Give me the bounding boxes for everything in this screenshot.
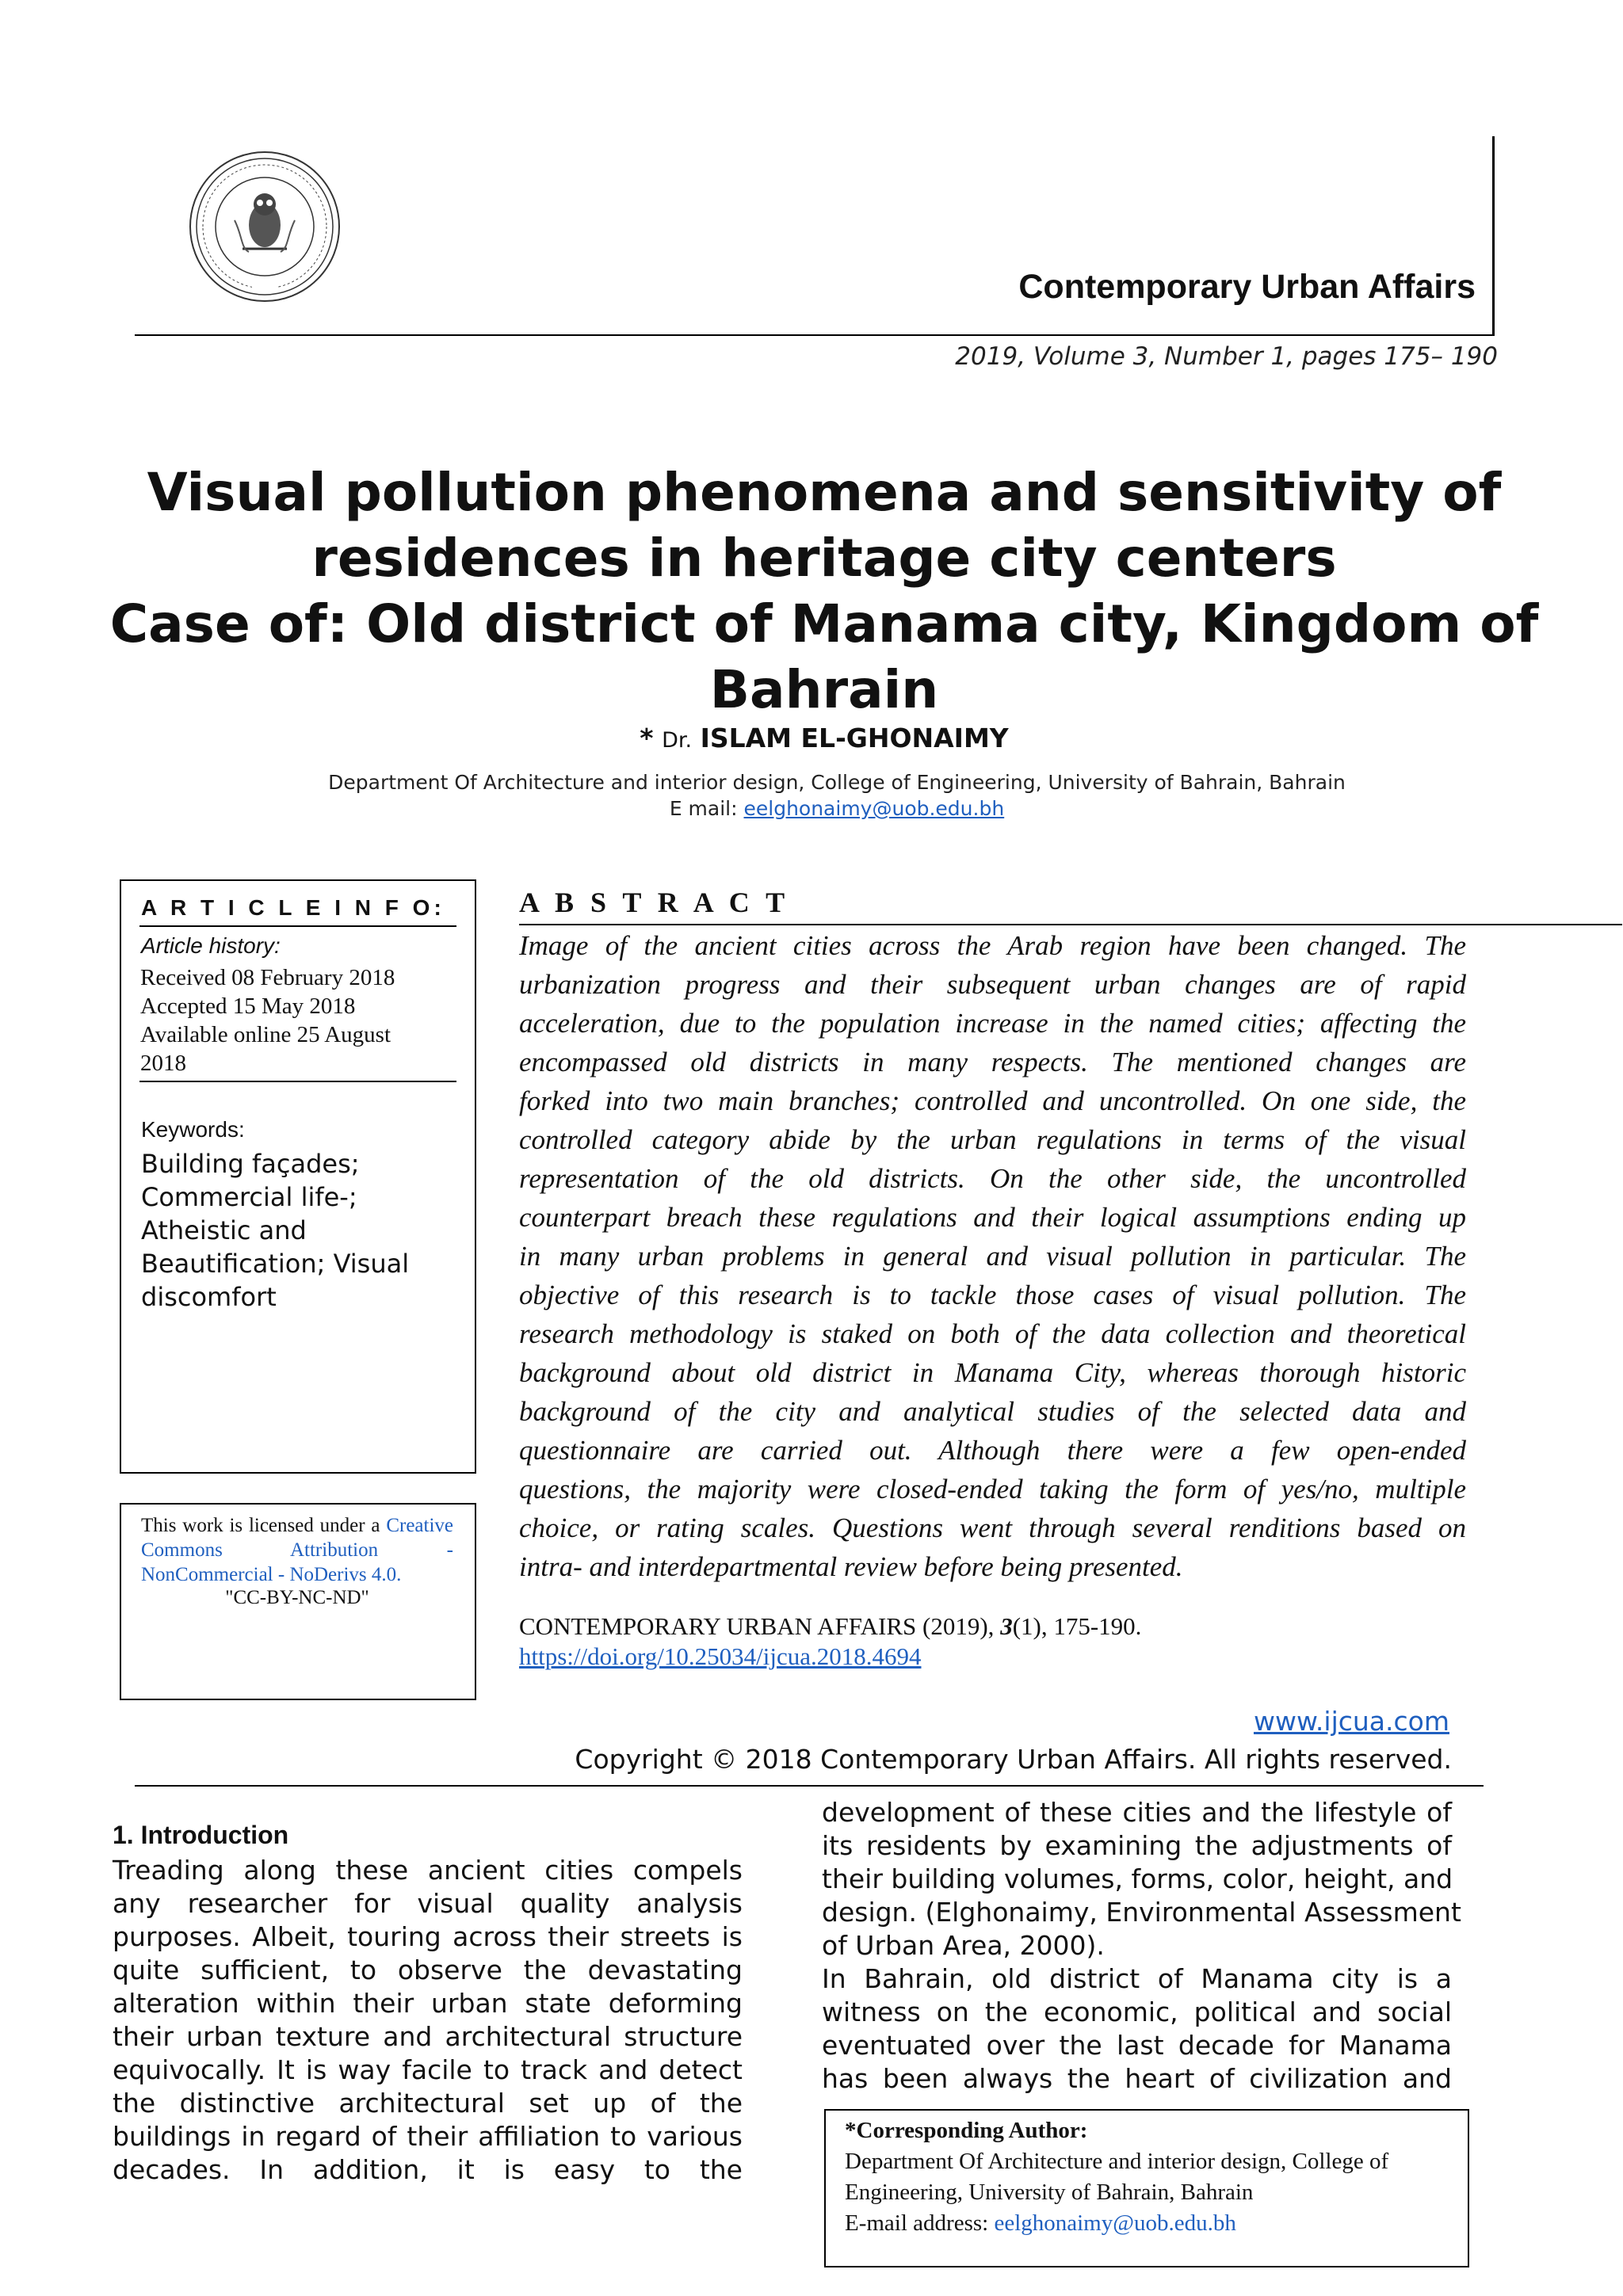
intro-line: the distinctive architectural set up of the — [113, 2088, 743, 2119]
abstract-line: acceleration, due to the population increase in the named cities; affecting the — [519, 1008, 1466, 1039]
intro-line: their building volumes, forms, color, height, and — [822, 1863, 1453, 1894]
abstract-line: background about old district in Manama City, whereas thorough historic — [519, 1357, 1466, 1388]
intro-line: design. (Elghonaimy, Environmental Assessment — [822, 1897, 1461, 1928]
corresponding-line: Engineering, University of Bahrain, Bahrain — [845, 2180, 1254, 2205]
intro-line: purposes. Albeit, touring across their streets is — [113, 1921, 743, 1952]
corresponding-author-title: *Corresponding Author: — [845, 2118, 1088, 2143]
abstract-line: questions, the majority were closed-ended taking the form of yes/no, multiple — [519, 1474, 1466, 1505]
author-line — [0, 723, 1623, 753]
header-rule — [135, 334, 1495, 336]
divider — [139, 1081, 456, 1082]
intro-line: In Bahrain, old district of Manama city is a — [822, 1963, 1452, 1994]
abstract-heading: A B S T R A C T — [519, 887, 790, 918]
divider — [139, 925, 456, 927]
intro-line: decades. In addition, it is easy to the — [113, 2154, 743, 2185]
article-info-heading: A R T I C L E I N F O: — [141, 895, 445, 920]
abstract-line: questionnaire are carried out. Although there were a few open-ended — [519, 1435, 1466, 1466]
keyword-line: Beautification; Visual — [141, 1249, 410, 1279]
intro-line: equivocally. It is way facile to track and detect — [113, 2054, 743, 2085]
corresponding-line: Department Of Architecture and interior design, College of — [845, 2149, 1389, 2174]
copyright-notice: Copyright © 2018 Contemporary Urban Affairs. All rights reserved. — [575, 1744, 1452, 1775]
abstract-line: counterpart breach these regulations and their logical assumptions ending up — [519, 1202, 1466, 1233]
journal-website-link[interactable]: www.ijcua.com — [1253, 1706, 1449, 1737]
journal-seal-owl-icon — [187, 149, 342, 304]
keyword-line: discomfort — [141, 1282, 277, 1312]
author-name: ISLAM EL-GHONAIMY — [700, 723, 1009, 753]
section-heading-introduction: 1. Introduction — [113, 1821, 289, 1849]
corresponding-email-link[interactable]: eelghonaimy@uob.edu.bh — [994, 2210, 1236, 2236]
intro-line: of Urban Area, 2000). — [822, 1930, 1105, 1961]
license-prefix: This work is licensed under a — [141, 1515, 380, 1536]
license-cc-code: "CC-BY-NC-ND" — [225, 1587, 369, 1608]
history-year: 2018 — [140, 1051, 186, 1076]
intro-line: has been always the heart of civilization and — [822, 2063, 1452, 2094]
abstract-line: urbanization progress and their subsequent urban changes are of rapid — [519, 969, 1466, 1000]
issue-info: 2019, Volume 3, Number 1, pages 175– 190 — [955, 342, 1498, 371]
abstract-line: in many urban problems in general and visual pollution in particular. The — [519, 1241, 1466, 1272]
author-email-line — [0, 797, 1623, 820]
title-line: residences in heritage city centers — [311, 528, 1337, 589]
intro-line: Treading along these ancient cities compels — [113, 1855, 743, 1886]
keyword-line: Atheistic and — [141, 1215, 307, 1245]
intro-line: any researcher for visual quality analysis — [113, 1888, 743, 1919]
author-prefix: Dr. — [662, 728, 693, 753]
license-text — [141, 1513, 453, 1587]
title-line: Bahrain — [709, 659, 939, 720]
author-email-link[interactable]: eelghonaimy@uob.edu.bh — [743, 797, 1005, 820]
journal-title: Contemporary Urban Affairs — [1018, 268, 1476, 306]
abstract-line: choice, or rating scales. Questions went through several renditions based on — [519, 1512, 1466, 1543]
intro-line: its residents by examining the adjustments of — [822, 1830, 1452, 1861]
abstract-line: objective of this research is to tackle those cases of visual pollution. The — [519, 1280, 1466, 1310]
corresponding-email-line — [845, 2210, 1236, 2237]
abstract-line: research methodology is staked on both of the data collection and theoretical — [519, 1318, 1466, 1349]
paper-title — [95, 460, 1553, 723]
article-history-label: Article history: — [141, 933, 281, 958]
history-accepted: Accepted 15 May 2018 — [140, 994, 356, 1019]
abstract-line: Image of the ancient cities across the Arab region have been changed. The — [519, 930, 1466, 961]
abstract-line: forked into two main branches; controlled and uncontrolled. On one side, the — [519, 1085, 1466, 1116]
corresponding-email-label: E-mail address: — [845, 2210, 995, 2236]
license-link[interactable]: Creative Commons Attribution - NonCommercial - NoDerivs 4.0. — [141, 1515, 453, 1585]
body-rule — [135, 1785, 1484, 1787]
intro-line: witness on the economic, political and social — [822, 1997, 1452, 2027]
keywords-label: Keywords: — [141, 1117, 245, 1142]
abstract-line: background of the city and analytical studies of the selected data and — [519, 1396, 1466, 1427]
intro-line: development of these cities and the lifestyle of — [822, 1797, 1452, 1828]
abstract-line: intra- and interdepartmental review before being presented. — [519, 1551, 1183, 1582]
doi-link[interactable]: https://doi.org/10.25034/ijcua.2018.4694 — [519, 1642, 922, 1670]
keyword-line: Building façades; — [141, 1149, 360, 1179]
history-received: Received 08 February 2018 — [140, 965, 395, 990]
email-label: E mail: — [669, 797, 738, 820]
abstract-line: controlled category abide by the urban regulations in terms of the visual — [519, 1124, 1466, 1155]
citation-suffix: (1), 175-190. — [1012, 1612, 1142, 1640]
title-line: Case of: Old district of Manama city, Kingdom of — [109, 593, 1539, 654]
citation-volume: 3 — [1000, 1612, 1013, 1640]
abstract-line: encompassed old districts in many respects. The mentioned changes are — [519, 1047, 1466, 1077]
citation-prefix: CONTEMPORARY URBAN AFFAIRS (2019), — [519, 1612, 1001, 1640]
header-vertical-rule — [1492, 136, 1495, 334]
author-star: * — [640, 723, 654, 753]
intro-line: eventuated over the last decade for Manama — [822, 2030, 1452, 2061]
citation — [519, 1612, 1141, 1641]
intro-line: quite sufficient, to observe the devastating — [113, 1955, 743, 1985]
abstract-rule — [519, 924, 1622, 925]
history-online: Available online 25 August — [140, 1022, 391, 1047]
intro-line: buildings in regard of their affiliation to various — [113, 2121, 743, 2152]
keyword-line: Commercial life-; — [141, 1182, 357, 1212]
intro-line: their urban texture and architectural structure — [113, 2021, 743, 2052]
abstract-line: representation of the old districts. On the other side, the uncontrolled — [519, 1163, 1466, 1194]
title-line: Visual pollution phenomena and sensitivity of — [147, 462, 1502, 523]
author-affiliation: Department Of Architecture and interior design, College of Engineering, University of Bahrain, Bahrain — [328, 771, 1346, 794]
intro-line: alteration within their urban state deforming — [113, 1988, 743, 2019]
